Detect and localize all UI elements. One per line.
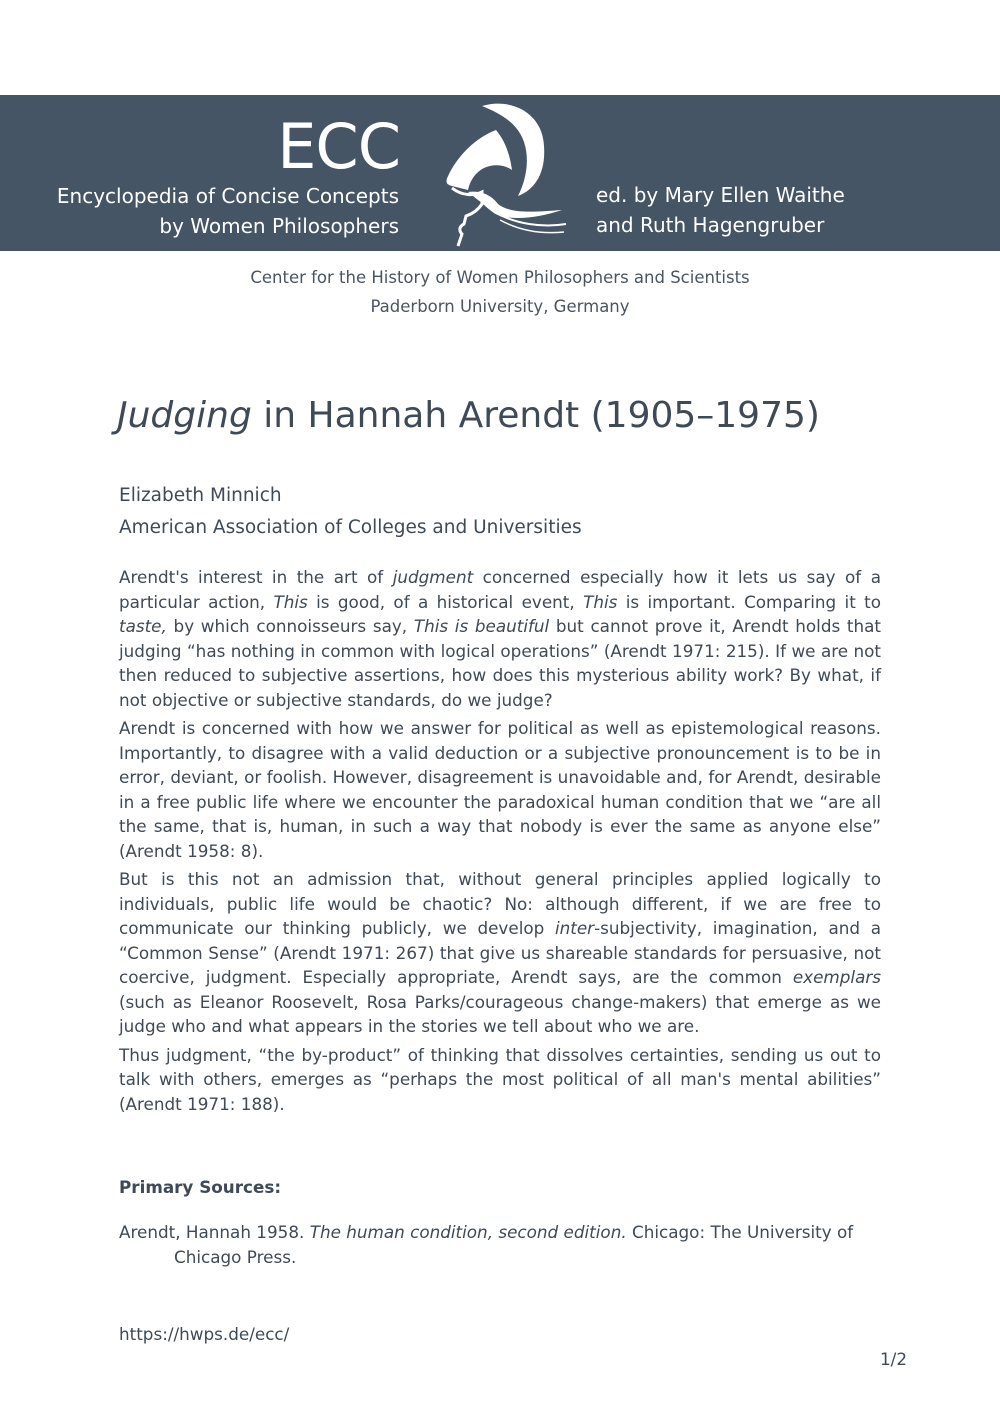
text-run: is good, of a historical event, <box>307 591 584 612</box>
italic-run: taste, <box>119 616 167 636</box>
title-italic: Judging <box>117 395 252 436</box>
text-run: by which connoisseurs say, <box>166 616 414 636</box>
text-run: concerned especially how it lets us say of a particular action, <box>119 567 881 612</box>
author-affiliation: American Association of Colleges and Universities <box>119 516 582 538</box>
title-rest: in Hannah Arendt (1905–1975) <box>251 395 820 436</box>
footer-url[interactable]: https://hwps.de/ecc/ <box>119 1324 290 1344</box>
source-entry-1 <box>119 1220 881 1269</box>
editors-line-1: ed. by Mary Ellen Waithe <box>596 183 845 207</box>
text-run: but cannot prove it, Arendt holds that judging “has nothing in common with logical operations” (Arendt 1971: 215). If we are not then reduced to subjective assertions, how does this mysterious ability work? By what, if not objective or subjective standards, do we judge? <box>119 616 881 710</box>
italic-run: This <box>583 591 618 612</box>
text-run: But is this not an admission that, without general principles applied logically to individuals, public life would be chaotic? No: although different, if we are free to communicate our thinking publicly, we develop <box>119 869 881 938</box>
source-continuation: Chicago Press. <box>174 1246 297 1267</box>
italic-run: The human condition, second edition. <box>309 1222 627 1242</box>
paragraph-1 <box>119 565 881 712</box>
paragraph-4: Thus judgment, “the by-product” of thinking that dissolves certainties, sending us out to talk with others, emerges as “perhaps the most political of all man's mental abilities” (Arendt 1971: 188). <box>119 1044 881 1114</box>
series-title <box>57 181 399 241</box>
italic-run: This <box>273 591 308 612</box>
series-line-1: Encyclopedia of Concise Concepts <box>56 184 399 208</box>
article-body <box>119 565 881 1120</box>
page-number: 1/2 <box>879 1349 907 1369</box>
author-name: Elizabeth Minnich <box>119 485 282 506</box>
italic-run: exemplars <box>792 967 881 987</box>
text-run: is important. Comparing it to <box>617 591 881 612</box>
editors <box>596 180 845 240</box>
article-title <box>117 392 820 440</box>
text-run: Arendt, Hannah 1958. <box>119 1222 310 1242</box>
institution-line-1: Center for the History of Women Philosophers and Scientists <box>250 268 750 287</box>
text-run: Arendt's interest in the art of <box>119 567 393 587</box>
text-run: -subjectivity, imagination, and a “Common Sense” (Arendt 1971: 267) that give us shareable standards for persuasive, not coercive, judgment. Especially appropriate, Arendt says, are the common <box>119 918 881 987</box>
paragraph-3 <box>119 867 881 1039</box>
institution-line-2: Paderborn University, Germany <box>370 297 630 316</box>
editors-line-2: and Ruth Hagengruber <box>596 213 825 237</box>
text-run: (such as Eleanor Roosevelt, Rosa Parks/courageous change-makers) that emerge as we judge who and what appears in the stories we tell about who we are. <box>119 991 881 1036</box>
text-run: Chicago: The University of <box>626 1222 854 1242</box>
institution-info <box>0 263 1000 321</box>
author-block <box>119 480 582 543</box>
ecc-logo-text: ECC <box>277 110 400 183</box>
italic-run: inter <box>554 918 595 938</box>
primary-sources-heading: Primary Sources: <box>119 1177 282 1197</box>
athena-helmet-icon <box>438 100 568 248</box>
italic-run: This is beautiful <box>413 616 550 636</box>
paragraph-2: Arendt is concerned with how we answer for political as well as epistemological reasons. Importantly, to disagree with a valid deduction or a subjective pronouncement is to be in error, deviant, or foolish. However, disagreement is unavoidable and, for Arendt, desirable in a free public life where we encounter the paradoxical human condition that we “are all the same, that is, human, in such a way that nobody is ever the same as anyone else” (Arendt 1958: 8). <box>119 718 881 861</box>
series-line-2: by Women Philosophers <box>159 214 399 238</box>
italic-run: judgment <box>392 567 474 587</box>
